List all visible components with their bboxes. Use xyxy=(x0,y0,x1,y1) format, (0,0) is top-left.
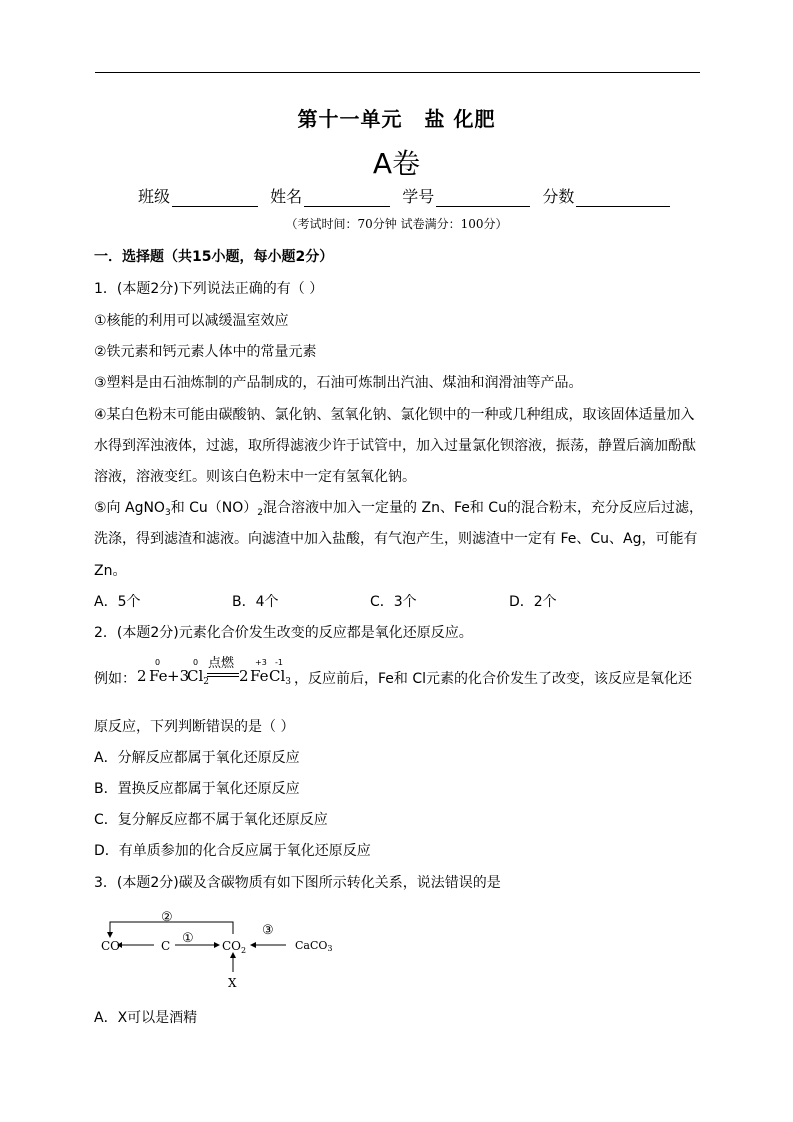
q1-option-b[interactable]: B．4个 xyxy=(232,594,279,610)
exam-note: （考试时间：70分钟 试卷满分：100分） xyxy=(285,217,508,231)
eq-fe-product: Fe xyxy=(250,667,269,685)
q1-statement-5-line2: 洗涤，得到滤渣和滤液。向滤渣中加入盐酸，有气泡产生，则滤渣中一定有 Fe、Cu、Ag，可能有 xyxy=(94,531,698,547)
score-blank[interactable] xyxy=(576,189,670,207)
label-3: ③ xyxy=(262,923,274,938)
node-caco3: CaCO3 xyxy=(295,939,333,953)
node-co2: $CO_2$ xyxy=(222,939,247,955)
eq-oxidation-cl: 0 xyxy=(193,658,199,667)
eq-prefix: 例如： xyxy=(94,671,136,687)
q1-statement-4-line2: 水得到浑浊液体，过滤，取所得滤液少许于试管中，加入过量氯化钡溶液，振荡，静置后滴加酚酞 xyxy=(94,438,696,454)
q2-option-d[interactable]: D．有单质参加的化合反应属于氧化还原反应 xyxy=(94,843,371,859)
q1-statement-4-line1: ④某白色粉末可能由碳酸钠、氯化钠、氢氧化钠、氯化钡中的一种或几种组成，取该固体适量加入 xyxy=(94,407,695,423)
q1-stem: 1．(本题2分)下列说法正确的有（ ） xyxy=(94,281,324,297)
class-blank[interactable] xyxy=(172,189,258,207)
eq-cl2: $Cl_2$ xyxy=(187,667,210,687)
name-blank[interactable] xyxy=(304,189,390,207)
header-rule xyxy=(95,72,700,73)
q3-stem: 3．(本题2分)碳及含碳物质有如下图所示转化关系，说法错误的是 xyxy=(94,875,501,891)
q3-option-a[interactable]: A．X可以是酒精 xyxy=(94,1010,198,1026)
eq-oxidation-cl-neg: -1 xyxy=(275,658,283,667)
q2-option-b[interactable]: B．置换反应都属于氧化还原反应 xyxy=(94,781,300,797)
eq-plus-3: +3 xyxy=(167,667,190,685)
class-label: 班级 xyxy=(138,187,171,206)
number-label: 学号 xyxy=(402,187,435,206)
page-title xyxy=(0,103,793,132)
eq-cl3: $Cl_3$ xyxy=(269,667,292,687)
node-c: C xyxy=(161,939,171,953)
arrow-2-head xyxy=(107,932,113,938)
eq-coef-1: 2 xyxy=(137,667,147,685)
eq-oxidation-fe3: +3 xyxy=(255,658,267,667)
q1-statement-2: ②铁元素和钙元素人体中的常量元素 xyxy=(94,344,317,360)
q1-option-c[interactable]: C．3个 xyxy=(370,594,417,610)
arrow-3-head xyxy=(250,942,256,948)
eq-tail-text: ，反应前后，Fe和 Cl元素的化合价发生了改变，该反应是氧化还 xyxy=(294,671,693,687)
eq-condition: 点燃 xyxy=(208,656,235,671)
student-info-fields xyxy=(138,184,677,207)
title-unit: 第十一单元 xyxy=(297,107,403,131)
node-co: CO xyxy=(101,939,121,953)
label-2: ② xyxy=(161,910,173,925)
arrow-1-head xyxy=(214,942,220,948)
q1-option-d[interactable]: D．2个 xyxy=(509,594,557,610)
name-label: 姓名 xyxy=(270,187,303,206)
volume-label: A卷 xyxy=(372,147,421,180)
q1-statement-1: ①核能的利用可以减缓温室效应 xyxy=(94,313,289,329)
q1-statement-5-line3: Zn。 xyxy=(94,563,127,579)
q2-option-c[interactable]: C．复分解反应都不属于氧化还原反应 xyxy=(94,812,328,828)
eq-oxidation-fe: 0 xyxy=(155,658,161,667)
q1-statement-4-line3: 溶液，溶液变红。则该白色粉末中一定有氢氧化钠。 xyxy=(94,469,416,485)
q1-statement-5-line1: ⑤向 AgNO$_3$和 $Cu(NO)_2$混合溶液中加入一定量的 Zn、Fe和 Cu的混合粉末，充分反应后过滤， xyxy=(94,500,703,518)
q1-option-a[interactable]: A．5个 xyxy=(94,594,141,610)
eq-fe: Fe xyxy=(149,667,168,685)
q1-statement-3: ③塑料是由石油炼制的产品制成的，石油可炼制出汽油、煤油和润滑油等产品。 xyxy=(94,375,583,391)
q2-continuation: 原反应，下列判断错误的是（ ） xyxy=(94,719,295,735)
section-heading: 一．选择题（共15小题，每小题2分） xyxy=(94,249,334,265)
carbon-conversion-diagram xyxy=(94,904,344,994)
q2-equation-line xyxy=(94,650,714,690)
eq-reaction-sign xyxy=(207,673,239,677)
q2-option-a[interactable]: A．分解反应都属于氧化还原反应 xyxy=(94,750,300,766)
q2-stem: 2．(本题2分)元素化合价发生改变的反应都是氧化还原反应。 xyxy=(94,625,473,641)
number-blank[interactable] xyxy=(436,189,530,207)
score-label: 分数 xyxy=(542,187,575,206)
title-topic: 盐 化肥 xyxy=(424,107,496,131)
node-x: X xyxy=(228,976,237,990)
eq-coef-2: 2 xyxy=(239,667,249,685)
label-1: ① xyxy=(182,931,194,946)
